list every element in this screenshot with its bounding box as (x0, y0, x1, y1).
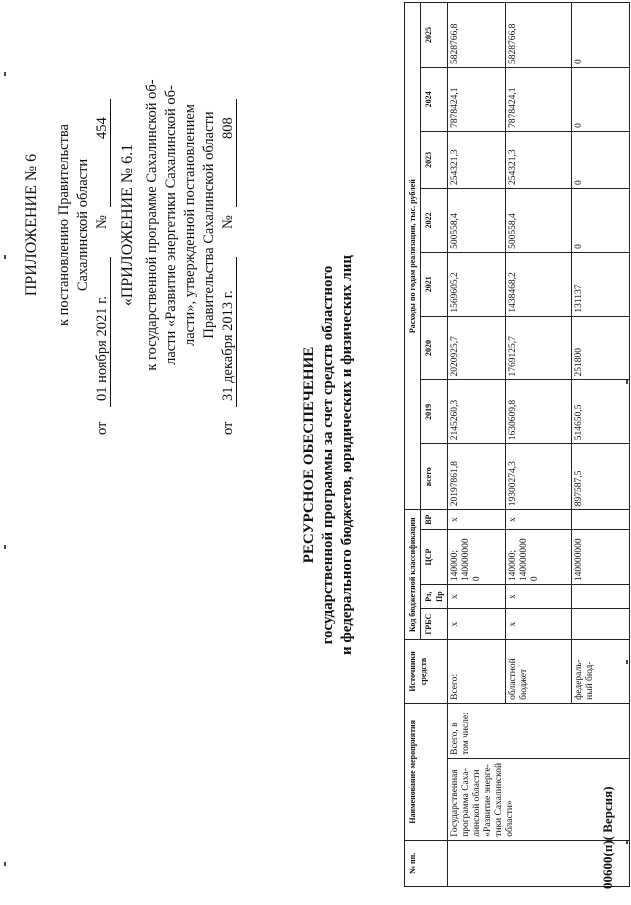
cell-value: 131137 (572, 252, 630, 316)
appendix2-line: Правительства Сахалинской области (201, 111, 217, 339)
col-header-grbs: ГРБС (421, 609, 448, 640)
col-header-num: № пп. (405, 840, 448, 886)
col-header-year: 2023 (421, 131, 448, 188)
cell-rz: х (448, 585, 506, 609)
cell-program-name: Государственная программа Саха-линской области «Развитие энерге-тики Сахалинской области» (448, 758, 630, 840)
cell-vr: х (448, 510, 506, 530)
col-header-year: 2021 (421, 252, 448, 316)
col-header-source: Источники средств (405, 640, 448, 704)
cell-value: 7878424,1 (448, 68, 506, 132)
appendix-line: к постановлению Правительства (56, 124, 72, 326)
cell-value: 251800 (572, 316, 630, 380)
cell-subnote: Всего, в том числе: (448, 703, 630, 758)
cell-value: 514650,5 (572, 380, 630, 444)
appendix-date-line (93, 15, 112, 435)
cell-value: 5828766,8 (506, 3, 572, 68)
cell-rz: х (506, 585, 572, 609)
appendix-line: Сахалинской области (75, 158, 91, 292)
cell-rz (572, 585, 630, 609)
cell-csr: 140000000 (572, 530, 630, 585)
col-header-total: всего (421, 444, 448, 510)
cell-grbs: х (506, 609, 572, 640)
cell-value: 1630609,8 (506, 380, 572, 444)
appendix2-line: ласти «Развитие энергетики Сахалинской об- (163, 85, 179, 365)
document-title (300, 235, 357, 675)
col-header-name: Наименование мероприятия (405, 703, 448, 840)
title-line: и федерального бюджетов, юридических и физических лиц (339, 255, 355, 656)
appendix2-line: к государственной программе Сахалинской об- (144, 79, 160, 371)
cell-value: 0 (572, 189, 630, 253)
cell-value: 0 (572, 68, 630, 132)
appendix-number: 454 (94, 117, 110, 139)
resource-table (404, 2, 630, 887)
ot-label: от (94, 421, 110, 435)
cell-value: 7878424,1 (506, 68, 572, 132)
col-header-year: 2024 (421, 68, 448, 132)
cell-vr: х (506, 510, 572, 530)
appendix2-date-line (219, 15, 238, 435)
cell-value: 2020925,7 (448, 316, 506, 380)
table-row (448, 3, 506, 887)
cell-csr: 140000; 140000000 0 (448, 530, 506, 585)
appendix2-header (118, 15, 238, 435)
cell-value: 500558,4 (448, 189, 506, 253)
col-header-csr: ЦСР (421, 530, 448, 585)
cell-value: 5828766,8 (448, 3, 506, 68)
title-line: государственной программы за счет средств областного (320, 265, 336, 645)
cell-value: 0 (572, 3, 630, 68)
footer-version: 00600(п)( Версия) (600, 786, 615, 889)
cell-value: 1438468,2 (506, 252, 572, 316)
cell-total: 19300274,3 (506, 444, 572, 510)
col-header-rz: Рз, Пр (421, 585, 448, 609)
appendix2-number: 808 (220, 117, 236, 139)
appendix-date: 01 ноября 2021 г. (94, 295, 110, 401)
col-header-year: 2025 (421, 3, 448, 68)
col-header-year: 2019 (421, 380, 448, 444)
num-sign: № (94, 215, 110, 229)
cell-value: 254321,3 (506, 131, 572, 188)
cell-grbs: х (448, 609, 506, 640)
cell-value: 254321,3 (448, 131, 506, 188)
table-header-row (405, 3, 421, 887)
col-header-year: 2020 (421, 316, 448, 380)
col-header-code: Код бюджетной классификации (405, 510, 421, 640)
ot-label: от (220, 421, 236, 435)
cell-value: 500558,4 (506, 189, 572, 253)
cell-value: 1769125,7 (506, 316, 572, 380)
cell-total: 897587,5 (572, 444, 630, 510)
col-header-year: 2022 (421, 189, 448, 253)
cell-vr (572, 510, 630, 530)
cell-total: 20197861,8 (448, 444, 506, 510)
cell-value: 0 (572, 131, 630, 188)
cell-csr: 140000; 140000000 0 (506, 530, 572, 585)
appendix-header (22, 15, 112, 435)
cell-source: Всего: (448, 640, 506, 704)
cell-source: федераль-ный бюд- (572, 640, 630, 704)
col-header-vr: ВР (421, 510, 448, 530)
col-header-expenses: Расходы по годам реализации, тыс. рублей (405, 3, 421, 510)
cell-source: областной бюджет (506, 640, 572, 704)
appendix2-line: ласти», утвержденной постановлением (182, 104, 198, 346)
appendix-title: ПРИЛОЖЕНИЕ № 6 (23, 153, 40, 297)
appendix2-title: «ПРИЛОЖЕНИЕ № 6.1 (119, 143, 136, 307)
cell-value: 1569605,2 (448, 252, 506, 316)
title-line: РЕСУРСНОЕ ОБЕСПЕЧЕНИЕ (301, 346, 317, 564)
cell-value: 2145260,3 (448, 380, 506, 444)
cell-grbs (572, 609, 630, 640)
appendix2-date: 31 декабря 2013 г. (220, 290, 236, 401)
num-sign: № (220, 215, 236, 229)
